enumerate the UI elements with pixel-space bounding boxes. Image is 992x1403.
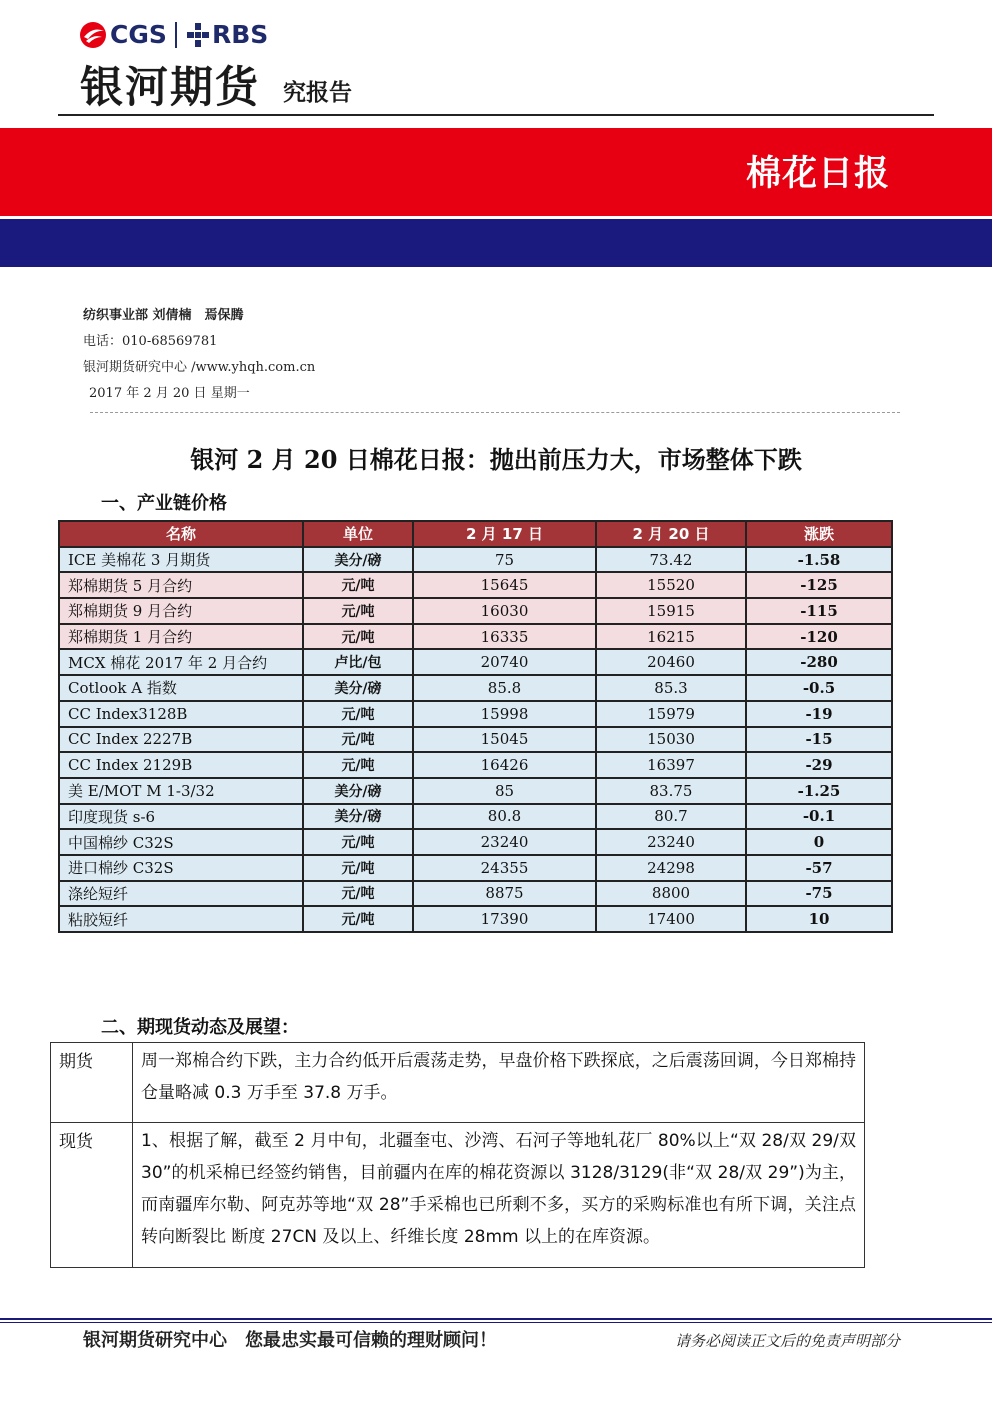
cell-name: 中国棉纱 C32S <box>59 829 303 855</box>
cell-unit: 元/吨 <box>303 598 413 624</box>
table-row <box>59 881 892 907</box>
cell-date1: 20740 <box>413 649 596 675</box>
footer-disclaimer: 请务必阅读正文后的免责声明部分 <box>674 1332 900 1350</box>
cell-unit: 美分/磅 <box>303 804 413 830</box>
cell-change: -0.5 <box>746 675 892 701</box>
table-header-row <box>59 521 892 547</box>
brand-name: 银河期货 <box>80 63 260 113</box>
table-row <box>59 675 892 701</box>
cell-change: -115 <box>746 598 892 624</box>
cell-name: 粘胶短纤 <box>59 906 303 932</box>
cell-unit: 美分/磅 <box>303 778 413 804</box>
cell-date2: 17400 <box>596 906 746 932</box>
cell-unit: 元/吨 <box>303 727 413 753</box>
phone-line: 电话：010-68569781 <box>83 334 218 349</box>
cell-name: CC Index 2129B <box>59 752 303 778</box>
commentary-text: 1、根据了解，截至 2 月中旬，北疆奎屯、沙湾、石河子等地轧花厂 80%以上“双 28/双 29/双 30”的机采棉已经签约销售，目前疆内在库的棉花资源以 3128/3129(非“双 28/双 29”)为主，而南疆库尔勒、阿克苏等地“双 28”手采棉也已所剩不多，买方的采购标准也有所下调，关注点转向断裂比 断度 27CN 及以上、纤维长度 28mm 以上的在库资源。 <box>133 1123 865 1268</box>
cell-name: 郑棉期货 5 月合约 <box>59 572 303 598</box>
cell-name: 郑棉期货 1 月合约 <box>59 624 303 650</box>
website-line: 银河期货研究中心 /www.yhqh.com.cn <box>83 360 316 375</box>
cell-date2: 15520 <box>596 572 746 598</box>
footer-rule-thin <box>0 1322 992 1323</box>
dashed-divider <box>90 412 900 413</box>
cell-unit: 美分/磅 <box>303 547 413 573</box>
cell-unit: 元/吨 <box>303 752 413 778</box>
cell-date2: 73.42 <box>596 547 746 573</box>
cell-unit: 元/吨 <box>303 881 413 907</box>
cell-unit: 卢比/包 <box>303 649 413 675</box>
cell-unit: 元/吨 <box>303 906 413 932</box>
table-row <box>59 906 892 932</box>
cell-change: -120 <box>746 624 892 650</box>
cell-date2: 83.75 <box>596 778 746 804</box>
price-table <box>58 520 893 933</box>
cell-date1: 15045 <box>413 727 596 753</box>
report-title: 银河 2 月 20 日棉花日报：抛出前压力大，市场整体下跌 <box>190 445 802 474</box>
cell-date1: 80.8 <box>413 804 596 830</box>
blue-band <box>0 219 992 267</box>
cell-change: -75 <box>746 881 892 907</box>
rbs-logo-icon <box>186 22 210 48</box>
cell-unit: 美分/磅 <box>303 675 413 701</box>
cell-date1: 85.8 <box>413 675 596 701</box>
cell-change: -1.25 <box>746 778 892 804</box>
cell-name: 印度现货 s-6 <box>59 804 303 830</box>
table-row <box>59 598 892 624</box>
cell-change: -0.1 <box>746 804 892 830</box>
table-row <box>59 624 892 650</box>
table-row <box>59 727 892 753</box>
date-line: 2017 年 2 月 20 日 星期一 <box>89 386 250 401</box>
cell-unit: 元/吨 <box>303 701 413 727</box>
cell-date2: 15915 <box>596 598 746 624</box>
cgs-logo-icon <box>78 20 108 50</box>
cell-date1: 17390 <box>413 906 596 932</box>
cgs-logo-text: CGS <box>110 20 167 49</box>
cell-date2: 24298 <box>596 855 746 881</box>
cell-date2: 8800 <box>596 881 746 907</box>
cell-date2: 23240 <box>596 829 746 855</box>
cell-date1: 16335 <box>413 624 596 650</box>
cell-name: 郑棉期货 9 月合约 <box>59 598 303 624</box>
cell-name: 进口棉纱 C32S <box>59 855 303 881</box>
cell-change: -1.58 <box>746 547 892 573</box>
cell-date1: 8875 <box>413 881 596 907</box>
cell-date2: 20460 <box>596 649 746 675</box>
commentary-text: 周一郑棉合约下跌，主力合约低开后震荡走势，早盘价格下跌探底，之后震荡回调，今日郑棉持仓量略减 0.3 万手至 37.8 万手。 <box>133 1043 865 1123</box>
commentary-table <box>50 1042 865 1268</box>
section-title-prices: 一、产业链价格 <box>101 493 227 514</box>
col-header-unit: 单位 <box>303 521 413 547</box>
table-row <box>59 855 892 881</box>
cell-change: 10 <box>746 906 892 932</box>
cell-date1: 16426 <box>413 752 596 778</box>
brand-subtitle: 究报告 <box>283 80 352 106</box>
cell-name: ICE 美棉花 3 月期货 <box>59 547 303 573</box>
cell-change: -19 <box>746 701 892 727</box>
table-row <box>59 752 892 778</box>
table-row <box>59 572 892 598</box>
cell-change: -15 <box>746 727 892 753</box>
commentary-label: 现货 <box>51 1123 133 1268</box>
cell-date2: 85.3 <box>596 675 746 701</box>
table-row <box>51 1043 865 1123</box>
cell-unit: 元/吨 <box>303 829 413 855</box>
cell-date2: 16215 <box>596 624 746 650</box>
cell-date1: 23240 <box>413 829 596 855</box>
cell-change: -280 <box>746 649 892 675</box>
band-title: 棉花日报 <box>745 154 890 194</box>
col-header-name: 名称 <box>59 521 303 547</box>
cell-date1: 16030 <box>413 598 596 624</box>
author-line: 纺织事业部 刘倩楠 焉保腾 <box>83 308 244 323</box>
col-header-date2: 2 月 20 日 <box>596 521 746 547</box>
cell-date1: 24355 <box>413 855 596 881</box>
table-row <box>51 1123 865 1268</box>
table-row <box>59 701 892 727</box>
footer-rule <box>0 1318 992 1320</box>
col-header-date1: 2 月 17 日 <box>413 521 596 547</box>
cell-change: -57 <box>746 855 892 881</box>
cell-date1: 75 <box>413 547 596 573</box>
header-rule <box>58 114 934 116</box>
section-title-outlook: 二、期现货动态及展望： <box>101 1017 299 1038</box>
cell-change: -125 <box>746 572 892 598</box>
footer-slogan: 银河期货研究中心 您最忠实最可信赖的理财顾问！ <box>83 1330 497 1351</box>
cell-name: 涤纶短纤 <box>59 881 303 907</box>
cell-date2: 80.7 <box>596 804 746 830</box>
table-row <box>59 547 892 573</box>
cell-change: 0 <box>746 829 892 855</box>
cell-date1: 85 <box>413 778 596 804</box>
table-row <box>59 829 892 855</box>
cell-unit: 元/吨 <box>303 572 413 598</box>
commentary-label: 期货 <box>51 1043 133 1123</box>
cell-name: CC Index3128B <box>59 701 303 727</box>
cell-date2: 15979 <box>596 701 746 727</box>
cell-unit: 元/吨 <box>303 624 413 650</box>
cell-name: 美 E/MOT M 1-3/32 <box>59 778 303 804</box>
rbs-logo-text: RBS <box>212 20 269 49</box>
cell-date1: 15998 <box>413 701 596 727</box>
cell-unit: 元/吨 <box>303 855 413 881</box>
cell-date2: 15030 <box>596 727 746 753</box>
cell-name: MCX 棉花 2017 年 2 月合约 <box>59 649 303 675</box>
table-row <box>59 778 892 804</box>
cell-name: Cotlook A 指数 <box>59 675 303 701</box>
cell-date1: 15645 <box>413 572 596 598</box>
cell-change: -29 <box>746 752 892 778</box>
table-row <box>59 649 892 675</box>
cell-date2: 16397 <box>596 752 746 778</box>
col-header-change: 涨跌 <box>746 521 892 547</box>
cell-name: CC Index 2227B <box>59 727 303 753</box>
table-row <box>59 804 892 830</box>
logo-separator <box>175 22 177 48</box>
